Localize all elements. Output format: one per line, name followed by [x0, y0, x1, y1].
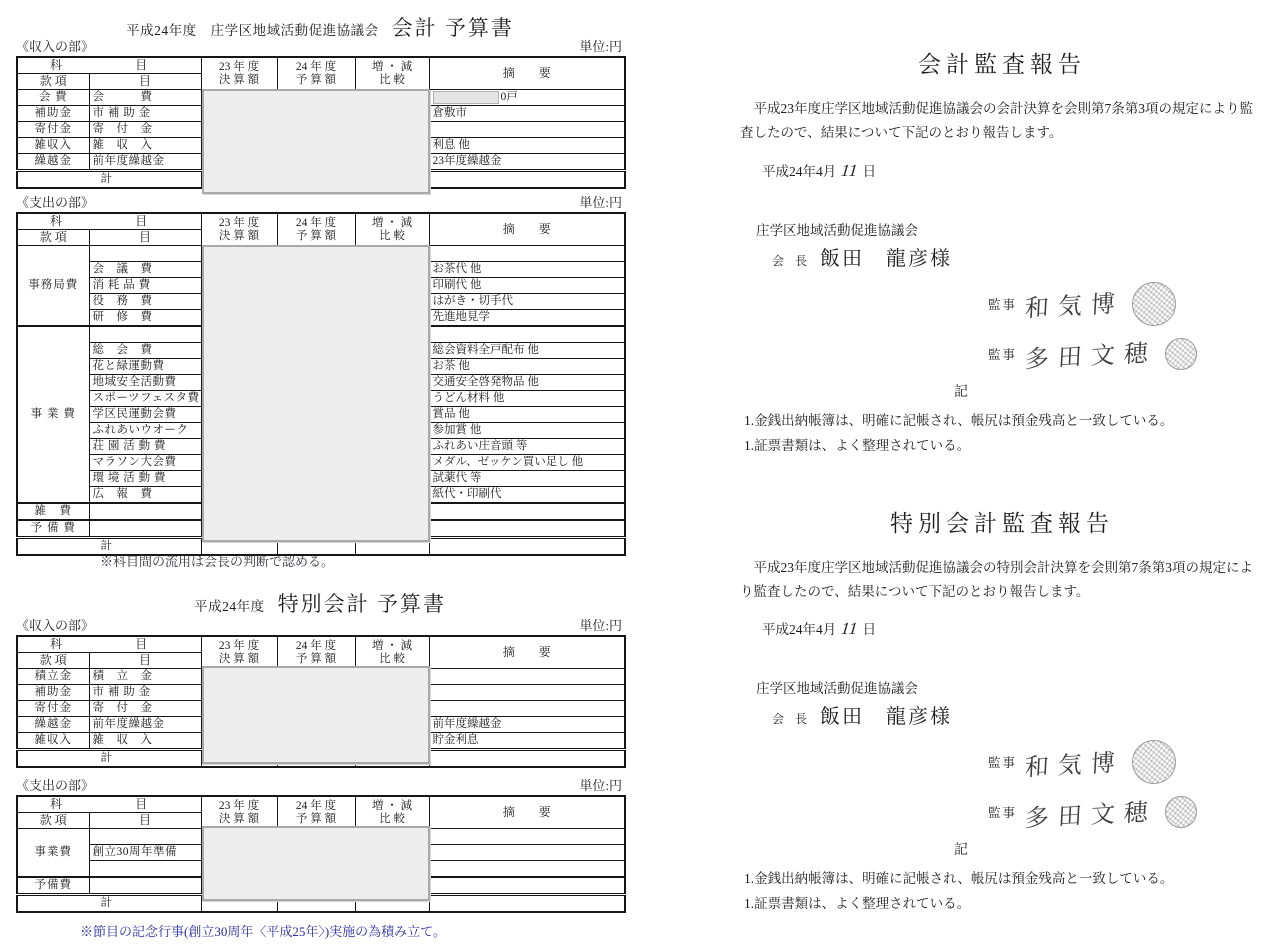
cell-category: 寄付金: [17, 122, 89, 138]
header-me: 目: [89, 813, 201, 829]
special-budget-title: [16, 588, 624, 618]
cell-category: 寄付金: [17, 701, 89, 717]
auditor-signature: 和気博: [1024, 749, 1125, 782]
cell-summary: 紙代・印刷代: [429, 487, 625, 504]
cell-item: 会 議 費: [89, 262, 201, 278]
header-fy23-settled: 23 年 度 決 算 額: [201, 636, 277, 669]
cell-summary: [429, 845, 625, 861]
cell-summary: [429, 122, 625, 138]
addressee-name: 飯田 龍彦様: [820, 247, 953, 270]
main-income-table-wrap: [16, 56, 626, 189]
organization-name: 庄学区地域活動促進協議会: [756, 681, 918, 697]
special-budget-note: ※節目の記念行事(創立30周年〈平成25年〉)実施の為積み立て。: [80, 924, 446, 939]
cell-item: 寄 付 金: [89, 701, 201, 717]
auditor-row: [740, 737, 1264, 787]
header-me: 目: [89, 230, 201, 246]
auditor-seal-icon: [1132, 282, 1176, 326]
total-label: 計: [17, 750, 201, 768]
cell-item: [89, 246, 201, 262]
total-label: 計: [17, 171, 201, 189]
cell-summary: 試薬代 等: [429, 471, 625, 487]
expense-section-label: 《支出の部》: [16, 778, 95, 793]
cell-category: 事 業 費: [17, 326, 89, 503]
redaction-box: [202, 245, 430, 542]
cell-summary: [429, 326, 625, 343]
cell-item: 地域安全活動費: [89, 375, 201, 391]
cell-summary: 利息 他: [429, 138, 625, 154]
cell-summary: 先進地見学: [429, 310, 625, 327]
auditor-signature: 和気博: [1024, 291, 1125, 323]
cell-category: 積立金: [17, 669, 89, 685]
cell-category: 会 費: [17, 90, 89, 106]
cell-category: 予 備 費: [17, 520, 89, 538]
addressee-role: 会 長: [772, 253, 812, 268]
auditor-role-label: 監事: [988, 297, 1018, 312]
header-fy23-settled: 23 年 度 決 算 額: [201, 57, 277, 90]
report-body: 平成23年度庄学区地域活動促進協議会の会計決算を会則第7条第3項の規定により監査したので、結果について下記のとおり報告します。: [740, 101, 1253, 141]
cell-item: マラソン大会費: [89, 455, 201, 471]
auditor-role-label: 監事: [988, 756, 1018, 771]
special-expense-table-wrap: [16, 795, 626, 913]
cell-summary: 参加賞 他: [429, 423, 625, 439]
auditor-row: [740, 279, 1264, 329]
header-ka-label: 科: [49, 58, 62, 72]
cell-summary: お茶 他: [429, 359, 625, 375]
unit-label: 単位:円: [579, 39, 622, 54]
cell-item: 寄 付 金: [89, 122, 201, 138]
header-me: 目: [89, 653, 201, 669]
cell-summary: 総会資料全戸配布 他: [429, 343, 625, 359]
cell-item: 前年度繰越金: [89, 154, 201, 171]
cell-summary: [429, 877, 625, 895]
auditor-role-label: 監事: [988, 347, 1018, 362]
cell-summary: [429, 895, 625, 913]
cell-item: [89, 861, 201, 878]
cell-item: 市 補 助 金: [89, 106, 201, 122]
cell-category: 雑収入: [17, 138, 89, 154]
cell-item: 荘 園 活 動 費: [89, 439, 201, 455]
report-title: 会計監査報告: [918, 52, 1086, 77]
cell-summary: 印刷代 他: [429, 278, 625, 294]
cell-category: 事業費: [17, 829, 89, 878]
header-ka-label: 科: [49, 637, 62, 651]
cell-item: [89, 877, 201, 895]
main-expense-section-header: [16, 196, 622, 210]
cell-summary: [429, 538, 625, 556]
income-section-label: 《収入の部》: [16, 39, 95, 54]
cell-item: [89, 520, 201, 538]
cell-item: 広 報 費: [89, 487, 201, 504]
header-increase-decrease: 増 ・ 減 比 較: [355, 636, 429, 669]
header-ka-label: 科: [49, 214, 62, 228]
header-increase-decrease: 増 ・ 減 比 較: [355, 213, 429, 246]
redaction-box: [202, 666, 430, 764]
redaction-box: [202, 89, 430, 194]
cell-item: 学区民運動会費: [89, 407, 201, 423]
addressee-line: [740, 242, 1264, 271]
cell-item: 雑 収 入: [89, 733, 201, 750]
audit-report-section: [740, 46, 1264, 459]
header-fy24-budget: 24 年 度 予 算 額: [277, 636, 355, 669]
audit-finding: 1.金銭出納帳簿は、明確に記帳され、帳尻は預金残高と一致している。: [744, 871, 1174, 887]
date-day-handwritten: 11: [838, 160, 861, 180]
cell-summary: [429, 246, 625, 262]
header-summary: 摘 要: [429, 57, 625, 90]
cell-summary: [429, 861, 625, 878]
cell-item: 創立30周年準備: [89, 845, 201, 861]
audit-finding: 1.金銭出納帳簿は、明確に記帳され、帳尻は預金残高と一致している。: [744, 412, 1174, 428]
main-budget-title-prefix: 平成24年度 庄学区地域活動促進協議会: [126, 23, 379, 38]
special-budget-title-main: 特別会計 予算書: [277, 592, 446, 616]
cell-category: 補助金: [17, 106, 89, 122]
header-kan-ko: 款 項: [17, 74, 89, 90]
cell-item: 前年度繰越金: [89, 717, 201, 733]
cell-summary: 23年度繰越金: [429, 154, 625, 171]
special-audit-report-section: [740, 505, 1264, 918]
header-ka-moku: [17, 796, 201, 813]
report-date: [740, 618, 1264, 639]
header-ka-moku: [17, 57, 201, 74]
header-fy23-settled: 23 年 度 決 算 額: [201, 796, 277, 829]
main-expense-table-wrap: [16, 212, 626, 556]
cell-category: 事務局費: [17, 246, 89, 327]
header-increase-decrease: 増 ・ 減 比 較: [355, 796, 429, 829]
cell-item: 環 境 活 動 費: [89, 471, 201, 487]
cell-summary: 前年度繰越金: [429, 717, 625, 733]
audit-finding: 1.証票書類は、よく整理されている。: [744, 896, 971, 912]
expense-section-label: 《支出の部》: [16, 195, 95, 210]
cell-item: 会 費: [89, 90, 201, 106]
income-section-label: 《収入の部》: [16, 618, 95, 633]
header-kan-ko: 款 項: [17, 813, 89, 829]
cell-summary: はがき・切手代: [429, 294, 625, 310]
cell-summary: [429, 171, 625, 189]
cell-category: 雑収入: [17, 733, 89, 750]
auditor-role-label: 監事: [988, 806, 1018, 821]
ki-heading: 記: [954, 843, 970, 859]
header-summary: 摘 要: [429, 636, 625, 669]
cell-item: 市 補 助 金: [89, 685, 201, 701]
auditor-signature: 多田文穂: [1024, 340, 1158, 374]
header-kan-ko: 款 項: [17, 653, 89, 669]
cell-summary: [429, 750, 625, 768]
budget-page: [16, 0, 630, 949]
header-row: [17, 636, 625, 653]
cell-category: 繰越金: [17, 717, 89, 733]
date-suffix: 日: [862, 622, 877, 638]
header-ka-moku: [17, 213, 201, 230]
cell-summary: [429, 701, 625, 717]
header-ka-label: 科: [49, 797, 62, 811]
date-suffix: 日: [862, 163, 877, 179]
header-row: [17, 213, 625, 230]
unit-label: 単位:円: [579, 778, 622, 793]
cell-item: 花と緑運動費: [89, 359, 201, 375]
audit-finding: 1.証票書類は、よく整理されている。: [744, 437, 971, 453]
cell-item: ふれあいウオーク: [89, 423, 201, 439]
total-label: 計: [17, 895, 201, 913]
cell-item: 雑 収 入: [89, 138, 201, 154]
special-expense-section-header: [16, 779, 622, 793]
report-title: 特別会計監査報告: [890, 510, 1114, 536]
header-fy24-budget: 24 年 度 予 算 額: [277, 57, 355, 90]
date-prefix: 平成24年4月: [762, 163, 837, 179]
cell-summary: ふれあい庄音頭 等: [429, 439, 625, 455]
auditor-seal-icon: [1165, 338, 1197, 370]
addressee-name: 飯田 龍彦様: [820, 706, 953, 729]
cell-summary: 賞品 他: [429, 407, 625, 423]
cell-item: 総 会 費: [89, 343, 201, 359]
header-summary: 摘 要: [429, 796, 625, 829]
header-ka-moku: [17, 636, 201, 653]
cell-item: [89, 326, 201, 343]
cell-category: 雑 費: [17, 503, 89, 520]
audit-report-page: [740, 46, 1264, 917]
auditor-row: [740, 787, 1264, 837]
header-me: 目: [89, 74, 201, 90]
cell-summary: [429, 829, 625, 845]
inline-redaction-box: [433, 91, 499, 104]
cell-item: 研 修 費: [89, 310, 201, 327]
addressee-line: [740, 700, 1264, 729]
main-income-section-header: [16, 40, 622, 54]
total-label: 計: [17, 538, 201, 556]
cell-item: 消 耗 品 費: [89, 278, 201, 294]
cell-summary: [429, 520, 625, 538]
cell-category: 補助金: [17, 685, 89, 701]
cell-summary: メダル、ゼッケン買い足し 他: [429, 455, 625, 471]
cell-category: 予備費: [17, 877, 89, 895]
date-prefix: 平成24年4月: [762, 622, 837, 638]
cell-summary: 貯金利息: [429, 733, 625, 750]
ki-heading: 記: [954, 384, 970, 400]
header-summary: 摘 要: [429, 213, 625, 246]
cell-summary: [429, 503, 625, 520]
header-me-top-label: 目: [135, 637, 148, 651]
cell-item: 積 立 金: [89, 669, 201, 685]
main-budget-title-main: 会計 予算書: [391, 16, 514, 40]
header-fy24-budget: 24 年 度 予 算 額: [277, 796, 355, 829]
cell-summary: [429, 685, 625, 701]
header-increase-decrease: 増 ・ 減 比 較: [355, 57, 429, 90]
main-budget-title: [16, 12, 624, 42]
cell-summary: 0戸: [429, 90, 625, 106]
header-me-top-label: 目: [135, 58, 148, 72]
special-income-section-header: [16, 619, 622, 633]
header-me-top-label: 目: [135, 214, 148, 228]
redaction-box: [202, 826, 430, 901]
cell-summary: お茶代 他: [429, 262, 625, 278]
main-budget-note: ※科目間の流用は会長の判断で認める。: [100, 554, 335, 569]
cell-summary: [429, 669, 625, 685]
auditor-row: [740, 329, 1264, 379]
cell-item: 役 務 費: [89, 294, 201, 310]
cell-item: [89, 503, 201, 520]
special-income-table-wrap: [16, 635, 626, 768]
auditor-seal-icon: [1165, 796, 1197, 828]
organization-name: 庄学区地域活動促進協議会: [756, 222, 918, 238]
header-row: [17, 796, 625, 813]
cell-summary: うどん材料 他: [429, 391, 625, 407]
header-kan-ko: 款 項: [17, 230, 89, 246]
report-body: 平成23年度庄学区地域活動促進協議会の特別会計決算を会則第7条第3項の規定により監査したので、結果について下記のとおり報告します。: [740, 559, 1253, 599]
header-me-top-label: 目: [135, 797, 148, 811]
auditor-seal-icon: [1132, 740, 1176, 784]
header-row: [17, 57, 625, 74]
header-fy23-settled: 23 年 度 決 算 額: [201, 213, 277, 246]
date-day-handwritten: 11: [838, 619, 861, 639]
cell-item: [89, 829, 201, 845]
auditor-signature: 多田文穂: [1024, 799, 1158, 833]
unit-label: 単位:円: [579, 618, 622, 633]
report-date: [740, 160, 1264, 181]
cell-summary: 倉敷市: [429, 106, 625, 122]
special-budget-title-prefix: 平成24年度: [194, 599, 265, 614]
cell-summary: 交通安全啓発物品 他: [429, 375, 625, 391]
header-fy24-budget: 24 年 度 予 算 額: [277, 213, 355, 246]
cell-item: スポーツフェスタ費: [89, 391, 201, 407]
cell-category: 繰越金: [17, 154, 89, 171]
unit-label: 単位:円: [579, 195, 622, 210]
addressee-role: 会 長: [772, 712, 812, 727]
